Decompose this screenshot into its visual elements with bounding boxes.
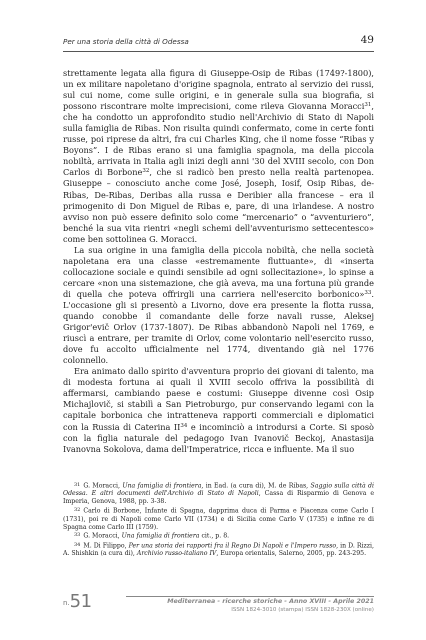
footnote-number: 31: [74, 482, 81, 488]
footer-page-number: n.51: [63, 591, 92, 612]
footnote-text: Saggio sulla città di Odessa. E altri documenti dell'Archivio di Stato di Napoli: [63, 482, 374, 498]
paragraph: La sua origine in una famiglia della piccola nobiltà, che nella società napoletana era una classe «estremamente fluttuante», di «inserta collocazione sociale e quindi sensibile ad ogni sollecitazione», lo spinse a cercare «non una sistemazione, che già aveva, ma una fortuna più grande di quella che poteva offrirgli una carriera nell'esercito borbonico»$^{33}$. L'occasione gli si presentò a Livorno, dove era presente la flotta russa, quando conobbe il comandante delle forze navali russe, Aleksej Grigor'evič Orlov (1737-1807). De Ribas abbandonò Napoli nel 1769, e riuscì a entrare, per tramite di Orlov, come volontario nell'esercito russo, dove fu accolto ufficialmente nel 1774, diventando già nel 1776 colonnello.: [63, 244, 374, 366]
footnote-text: Una famiglia di frontiera: [121, 532, 200, 540]
footnote-text: Archivio russo-italiano IV: [136, 550, 217, 558]
page-header: [63, 35, 374, 49]
header-divider: [63, 51, 374, 52]
footnote-number: 34: [74, 541, 81, 548]
footnote-text: G. Moracci,: [83, 482, 123, 490]
footnote-ref: 33: [364, 289, 372, 296]
footnote-ref: 31: [364, 102, 372, 109]
footnote-text: , Europa orientalis, Salerno, 2005, pp. 243-295.: [216, 550, 367, 558]
issn-line: ISSN 1824-3010 (stampa) ISSN 1828-230X (online): [231, 607, 374, 613]
footnote: [63, 532, 374, 540]
footnote-text: Una famiglia di frontiera: [122, 482, 202, 490]
header-page-number: 49: [360, 34, 374, 46]
footnotes: [63, 482, 374, 559]
footnote-text: M. Di Filippo,: [83, 542, 129, 550]
footnote: [63, 542, 374, 558]
footnote-text: , in D. Rizzi, A. Shishkin (a cura di),: [63, 542, 374, 558]
footer-divider: [126, 596, 374, 597]
journal-title: Mediterranea - ricerche storiche - Anno XVIII - Aprile 2021: [167, 598, 374, 605]
footnote-text: Carlo di Borbone, Infante di Spagna, dapprima duca di Parma e Piacenza come Carlo I (1731), poi re di Napoli come Carlo VII (1734) e di Sicilia come Carlo V (1735) e infine re di Spagna come Carlo III (1759).: [63, 507, 374, 531]
paragraph: Era animato dallo spirito d'avventura proprio dei giovani di talento, ma di modesta fortuna ai quali il XVIII secolo offriva la possibilità di affermarsi, cambiando paese e costumi: Giuseppe divenne così Osip Michajlovič, si stabilì a San Pietroburgo, pur conservando legami con la capitale borbonica che intratteneva rapporti commerciali e diplomatici con la Russia di Caterina II$^{34}$ e incominciò a introdursi a Corte. Si sposò con la figlia naturale del pedagogo Ivan Ivanovič Beckoj, Anastasija Ivanovna Sokolova, dama dell'Imperatrice, ricca e influente. Ma il suo: [63, 366, 374, 454]
footnote-number: 32: [74, 507, 81, 514]
footnote-ref: 34: [180, 422, 188, 429]
footnote: [63, 507, 374, 531]
footnote-text: , Cassa di Risparmio di Genova e Imperia, Genova, 1988, pp. 3-38.: [63, 490, 375, 506]
footnote-number: 33: [74, 532, 81, 539]
footnote-ref: 32: [142, 168, 150, 175]
main-text: [63, 68, 374, 455]
running-title: Per una storia della città di Odessa: [63, 37, 189, 46]
footnote-text: cit., p. 8.: [199, 532, 230, 540]
paragraph: strettamente legata alla figura di Giuseppe-Osip de Ribas (1749?-1800), un ex militare napoletano d'origine spagnola, entrato al servizio dei russi, sul cui nome, come sulle origini, e in generale sulla sua biografia, si possono riscontrare molte imprecisioni, come rileva Giovanna Moracci$^{31}$, che ha condotto un approfondito studio nell'Archivio di Stato di Napoli sulla famiglia de Ribas. Non risulta quindi confermato, come in certe fonti russe, poi riprese da altri, fra cui Charles King, che il nome fosse “Ribas y Boyons”. I de Ribas erano si una famiglia spagnola, ma della piccola nobiltà, arrivata in Italia agli inizi degli anni '30 del XVIII secolo, con Don Carlos di Borbone$^{32}$, che si radicò ben presto nella realtà partenopea. Giuseppe – conosciuto anche come José, Joseph, Iosif, Osip Ribas, de-Ribas, De-Ribas, Deribas alla russa e Deribier alla francese – era il primogenito di Don Miguel de Ribas e, pare, di una irlandese. A nostro avviso non può essere definito solo come “mercenario” o “avventuriero”, benché la sua vita rientri «negli schemi dell'avventurismo settecentesco» come ben sottolinea G. Moracci.: [63, 68, 375, 244]
footnote: [63, 482, 374, 506]
footnote-text: , in Ead. (a cura di), M. de Ribas,: [201, 482, 311, 490]
footnote-text: G. Moracci,: [83, 532, 122, 540]
footnote-text: Per una storia dei rapporti fra il Regno Di Napoli e l'Impero russo: [128, 542, 337, 550]
